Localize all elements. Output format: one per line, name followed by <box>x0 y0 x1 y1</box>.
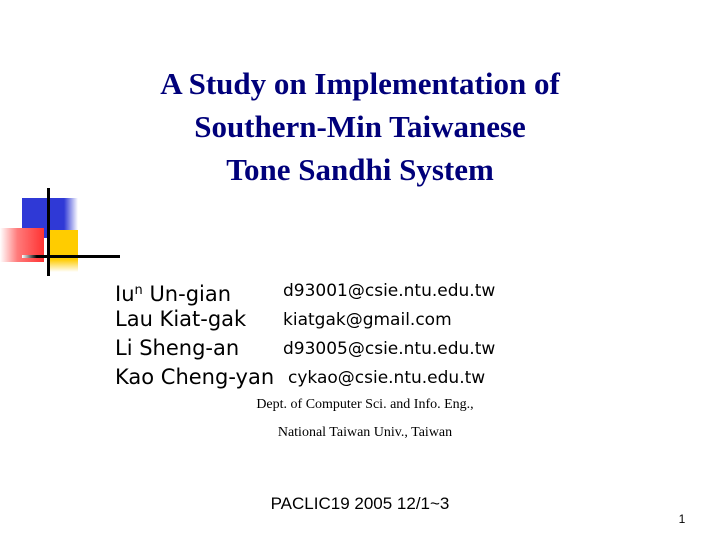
conference-label: PACLIC19 2005 12/1~3 <box>270 494 450 513</box>
author-name: Lau Kiat-gak <box>115 307 247 331</box>
title-line-2: Southern-Min Taiwanese <box>194 109 526 144</box>
slide-title <box>60 62 660 191</box>
author-email: d93001@csie.ntu.edu.tw <box>283 281 496 301</box>
deco-horizontal-line <box>22 255 120 258</box>
author-name-base: Iu <box>115 282 135 306</box>
author-email: kiatgak@gmail.com <box>283 310 452 330</box>
title-line-3: Tone Sandhi System <box>226 152 494 187</box>
author-name-rest: Un-gian <box>142 282 232 306</box>
deco-yellow-square <box>48 230 78 272</box>
affiliation-department: Dept. of Computer Sci. and Info. Eng., <box>256 397 474 412</box>
author-name: Kao Cheng-yan <box>115 365 275 389</box>
author-name-superscript: n <box>134 283 143 298</box>
page-number: 1 <box>678 512 686 526</box>
author-email: cykao@csie.ntu.edu.tw <box>288 368 486 388</box>
author-name: Li Sheng-an <box>115 336 240 360</box>
deco-vertical-line <box>47 188 50 276</box>
affiliation-university: National Taiwan Univ., Taiwan <box>277 425 453 440</box>
title-line-1: A Study on Implementation of <box>160 66 560 101</box>
author-email: d93005@csie.ntu.edu.tw <box>283 339 496 359</box>
